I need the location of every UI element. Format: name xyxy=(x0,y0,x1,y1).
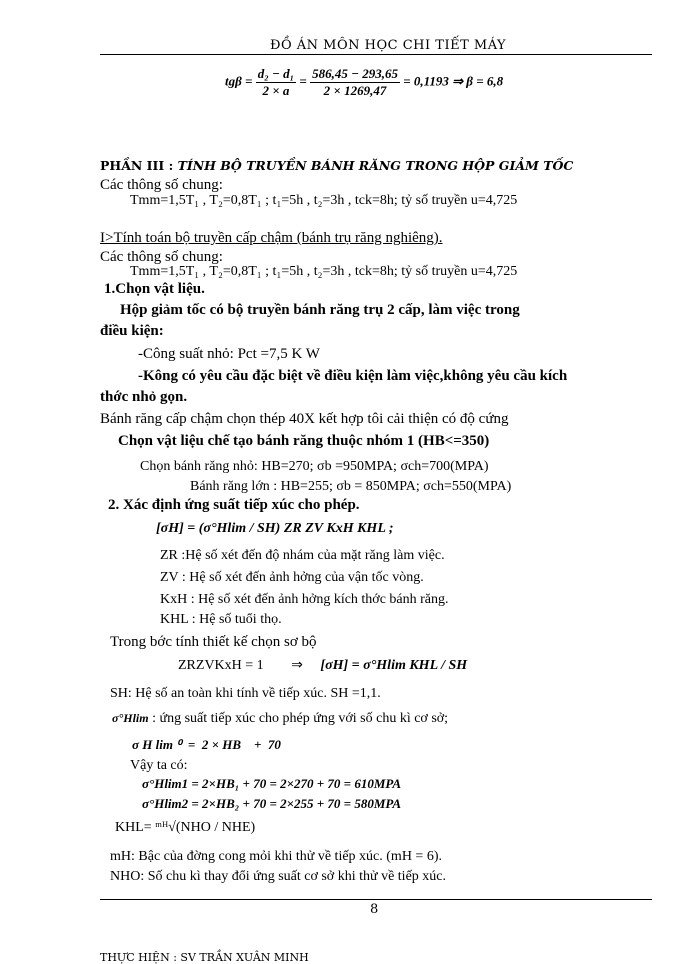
simplification xyxy=(178,657,467,674)
fraction-d xyxy=(256,66,296,99)
material-heading: 1.Chọn vật liệu. xyxy=(104,281,205,297)
sigma-lim-formula: σ H lim ⁰ = 2 × HB + 70 xyxy=(132,737,281,752)
sigma-lim-description: : ứng suất tiếp xúc cho phép ứng với số chu kì cơ sở; xyxy=(152,711,449,726)
sh-line: SH: Hệ số an toàn khi tính về tiếp xúc. SH =1,1. xyxy=(110,686,381,701)
simplify-left: ZRZVKxH = 1 xyxy=(178,658,264,673)
special-line1: -Kông có yêu cầu đặc biệt về điều kiện làm việc,không yêu cầu kích xyxy=(138,368,568,384)
kxh-definition: KxH : Hệ số xét đến ảnh hởng kích thớc bánh răng. xyxy=(160,592,449,607)
large-gear-line: Bánh răng lớn : HB=255; σb = 850MPA; σch=550(MPA) xyxy=(190,479,512,494)
header-rule xyxy=(100,54,652,55)
footer-author: THỰC HIỆN : SV TRẦN XUÂN MINH xyxy=(100,951,309,964)
stress-heading: 2. Xác định ứng suất tiếp xúc cho phép. xyxy=(108,497,360,513)
running-header: ĐỒ ÁN MÔN HỌC CHI TIẾT MÁY xyxy=(270,38,507,53)
formula-eq: = xyxy=(299,73,307,89)
sigma-lim-symbol: σ°Hlim xyxy=(112,711,149,725)
fraction-values xyxy=(310,66,400,99)
footer-rule xyxy=(100,899,652,900)
khl-formula: KHL= ᵐᴴ√(NHO / NHE) xyxy=(115,820,256,835)
mh-line: mH: Bậc của đờng cong mỏi khi thử về tiếp xúc. (mH = 6). xyxy=(110,849,442,864)
group-line: Chọn vật liệu chế tạo bánh răng thuộc nhóm 1 (HB<=350) xyxy=(118,433,490,449)
frac-denominator: 2 × 1269,47 xyxy=(323,83,387,98)
nho-line: NHO: Số chu kì thay đổi ứng suất cơ sở khi thử về tiếp xúc. xyxy=(110,869,446,884)
params-line: Tmm=1,5T₁ , T₂=0,8T₁ ; t₁=5h , t₂=3h , tck=8h; tỷ số truyền u=4,725 xyxy=(130,264,518,279)
frac-numerator: 586,45 − 293,65 xyxy=(312,66,398,81)
params-line: Tmm=1,5T₁ , T₂=0,8T₁ ; t₁=5h , t₂=3h , tck=8h; tỷ số truyền u=4,725 xyxy=(130,193,518,208)
params-label: Các thông số chung: xyxy=(100,177,223,193)
design-step-line: Trong bớc tính thiết kế chọn sơ bộ xyxy=(110,634,317,650)
khl-definition: KHL : Hệ số tuổi thọ. xyxy=(160,612,282,627)
zr-definition: ZR :Hệ số xét đến độ nhám của mặt răng làm việc. xyxy=(160,548,445,563)
part-heading-prefix: PHẦN III : xyxy=(100,158,174,173)
page-number: 8 xyxy=(370,902,379,917)
part-heading xyxy=(100,158,573,173)
small-gear-line: Chọn bánh răng nhỏ: HB=270; σb =950MPA; σch=700(MPA) xyxy=(140,459,489,474)
section-heading: I>Tính toán bộ truyền cấp chậm (bánh trụ răng nghiêng). xyxy=(100,230,443,246)
formula-result: = 0,1193 ⇒ β = 6,8 xyxy=(403,73,504,89)
implies-arrow: ⇒ xyxy=(291,658,303,673)
therefore-line: Vậy ta có: xyxy=(130,758,188,773)
simplify-right: [σH] = σ°Hlim KHL / SH xyxy=(320,658,468,673)
frac-numerator: d₂ − d₁ xyxy=(257,66,295,81)
allowable-stress-formula: [σH] = (σ°Hlim / SH) ZR ZV KxH KHL ; xyxy=(156,521,394,536)
material-para-line2: điều kiện: xyxy=(100,323,164,339)
power-line: -Công suất nhỏ: Pct =7,5 K W xyxy=(138,346,320,362)
calc-gear2: σ°Hlim2 = 2×HB₂ + 70 = 2×255 + 70 = 580MPA xyxy=(142,796,402,811)
special-line2: thớc nhỏ gọn. xyxy=(100,389,188,405)
tg-beta-formula xyxy=(225,66,503,99)
calc-gear1: σ°Hlim1 = 2×HB₁ + 70 = 2×270 + 70 = 610MPA xyxy=(142,776,402,791)
formula-lhs: tgβ = xyxy=(225,73,253,89)
frac-denominator: 2 × a xyxy=(262,83,290,98)
sigma-lim-line xyxy=(112,711,448,727)
params-label: Các thông số chung: xyxy=(100,249,223,265)
part-heading-title: TÍNH BỘ TRUYỀN BÁNH RĂNG TRONG HỘP GIẢM TỐC xyxy=(177,158,574,173)
steel-line: Bánh răng cấp chậm chọn thép 40X kết hợp tôi cải thiện có độ cứng xyxy=(100,411,509,427)
material-para-line1: Hộp giảm tốc có bộ truyền bánh răng trụ 2 cấp, làm việc trong xyxy=(120,302,520,318)
zv-definition: ZV : Hệ số xét đến ảnh hởng của vận tốc vòng. xyxy=(160,570,424,585)
